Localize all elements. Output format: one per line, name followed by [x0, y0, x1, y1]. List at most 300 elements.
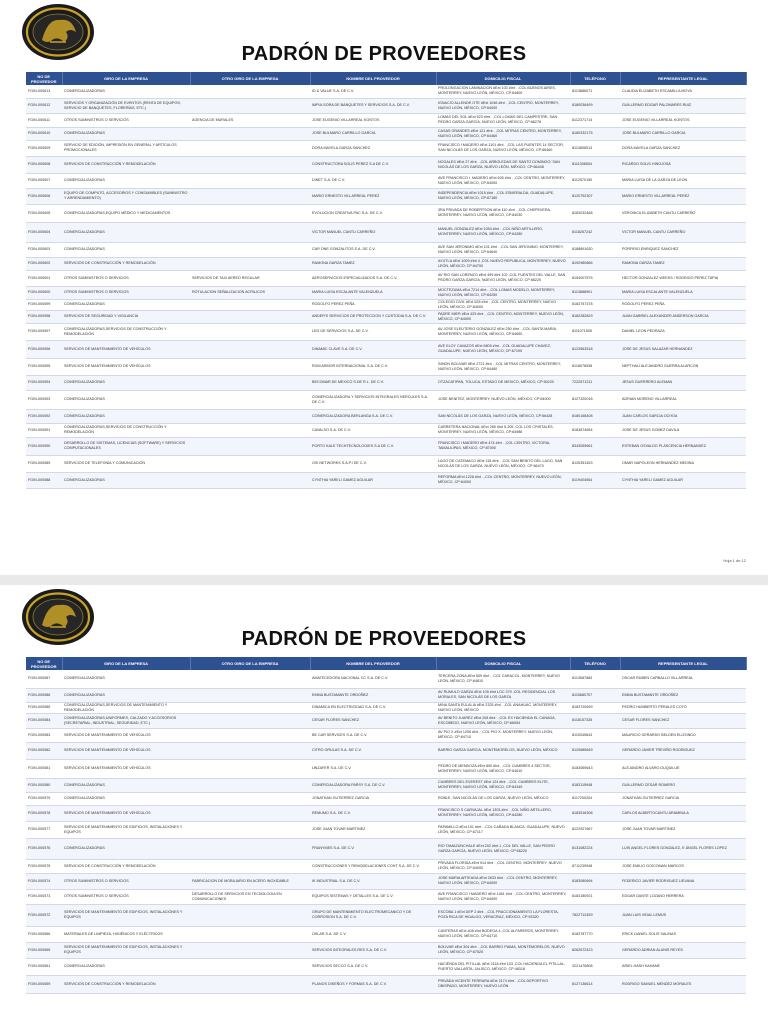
table-row — [26, 127, 746, 140]
cell-legal-representative: VERONICA ELIZABETH CANTU CARREÑO — [620, 204, 746, 222]
cell-fiscal-address: IGNACIO ALLENDE OTE #Ext 1046 #Int . ,COL CENTRO, MONTERREY, NUEVO LEÓN, MÉXICO, CP:64000 — [436, 98, 570, 113]
table-row — [26, 926, 746, 942]
cell-fiscal-address: SIMON BOLIVAR #Ext 2721 #Int . ,COL MITRAS CENTRO, MONTERREY, NUEVO LEÓN, MÉXICO, CP:64460 — [436, 358, 570, 375]
cell-provider-name: EVOLUCION CREATIVA PAC S.A. DE C.V. — [310, 204, 436, 222]
cell-business-line: COMERCIALIZADORAS — [62, 792, 190, 805]
cell-provider-number: FGIN-000584 — [26, 713, 62, 728]
table-row — [26, 423, 746, 437]
cell-provider-number: FGIN-000611 — [26, 113, 62, 127]
cell-fiscal-address: REFORMA #Ext 1228 #Int . ,COL CENTRO, MONTERREY, NUEVO LEÓN, MÉXICO, CP:64000 — [436, 472, 570, 488]
cell-legal-representative: GUILLERMO CESAR ROMERO — [620, 778, 746, 792]
cell-phone: 8111071505 — [570, 323, 620, 340]
cell-fiscal-address: HACIENDA DEL PITILLAL #Ext 2118 #Int 103 ,COL HACIENDA EL PITILLAL, PUERTO VALLARTA, JALISCO, MÉXICO, CP:48318 — [436, 958, 570, 975]
table-row — [26, 299, 746, 310]
cell-phone: 8127320018 — [570, 390, 620, 409]
cell-provider-name: JOSE JUAN TOVAR MARTINEZ — [310, 821, 436, 838]
cell-provider-name: ANDER'S SERVICIOS DE PROTECCION Y CUSTODIA S.A. DE C.V. — [310, 310, 436, 323]
cell-phone: 8115680707 — [570, 688, 620, 702]
cell-legal-representative: CARLOS ALBERTOCANTU ARAMBULA — [620, 805, 746, 821]
cell-phone: 8183115948 — [570, 778, 620, 792]
cell-fiscal-address: ESCOBA 1 #Ext DEP 2 #Int . ,COL FRACCIONAMIENTO LA FLORESTA, POZA RICA DE HIDALGO, VERACRUZ, MÉXICO, CP:93320 — [436, 904, 570, 926]
cell-provider-number: FGIN-000581 — [26, 759, 62, 778]
cell-business-line: SERVICIOS DE MANTENIMIENTO DE EDIFICIOS, INSTALACIONES Y EQUIPOS — [62, 904, 190, 926]
cell-provider-name: FRANYMES S.A. DE C.V. — [310, 838, 436, 859]
cell-fiscal-address: PRIVADA VICENTE FERRARA #Ext 2174 #Int . ,COL DEPORTIVO OBISPADO, MONTERREY, NUEVO LEÓN — [436, 975, 570, 993]
cell-business-line: SERVICIOS DE MANTENIMIENTO DE EDIFICIOS, INSTALACIONES Y EQUIPOS — [62, 821, 190, 838]
cell-phone: 8117200204 — [570, 792, 620, 805]
table-row — [26, 323, 746, 340]
cell-provider-number: FGIN-000575 — [26, 859, 62, 873]
cell-legal-representative: JOSE EUGENIO VILLARREAL KONTOS — [620, 113, 746, 127]
table-row — [26, 173, 746, 188]
column-header-provider-name: NOMBRE DEL PROVEEDOR — [310, 657, 436, 670]
cell-business-line: OTROS SUMINISTROS O SERVICIOS — [62, 286, 190, 299]
cell-fiscal-address: MOCTEZUMA #Ext 7214 #Int . ,COL LOMAS MODELO, MONTERREY, NUEVO LEÓN, MÉXICO, CP:64250 — [436, 286, 570, 299]
cell-other-business-line — [190, 472, 310, 488]
cell-provider-number: FGIN-000559 — [26, 975, 62, 993]
cell-phone: 8125351453 — [570, 455, 620, 472]
table-row — [26, 188, 746, 204]
cell-phone: 8180332175 — [570, 127, 620, 140]
cell-fiscal-address: BOLIVAR #Ext 304 #Int . ,COL BARRIO PIAMA, MONTEMORELOS, NUEVO LEÓN, MÉXICO, CP:67520 — [436, 942, 570, 958]
cell-phone: 8183080694 — [570, 873, 620, 889]
table-row — [26, 390, 746, 409]
table-row — [26, 204, 746, 222]
cell-legal-representative: HECTOR GONZALEZ WEEKS / RODRIGO PEREZ TAPIA — [620, 270, 746, 286]
column-header-provider-number: NO DE PROVEEDOR — [26, 72, 62, 85]
cell-other-business-line — [190, 702, 310, 713]
cell-fiscal-address: FRANCISCO S CARVAJAL #Ext 1303 #Int . ,COL NIÑO ARTILLERO, MONTERREY, NUEVO LEÓN, MÉXICO, CP:64280 — [436, 805, 570, 821]
cell-provider-number: FGIN-000604 — [26, 222, 62, 242]
column-header-other-business-line: OTRO GIRO DE LA EMPRESA — [190, 72, 310, 85]
cell-phone: 8183069643 — [570, 759, 620, 778]
cell-provider-name: AMATECEDORA NACIONAL CC S.A. DE C.V. — [310, 670, 436, 688]
cell-other-business-line — [190, 778, 310, 792]
cell-business-line: SERVICIOS DE CONSTRUCCIÓN Y REMODELACIÓN — [62, 975, 190, 993]
cell-fiscal-address: LAGO DE CATEMACO #Ext 115 #Int . ,COL SAN BENITO DEL LAGO, SAN NICOLÁS DE LOS GARZA, NUEVO LEÓN, MÉXICO, CP:66470 — [436, 455, 570, 472]
cell-business-line: COMERCIALIZADORAS,SERVICIOS DE CONSTRUCCIÓN Y REMODELACIÓN — [62, 323, 190, 340]
cell-business-line: SERVICIOS DE MANTENIMIENTO DE EDIFICIOS, INSTALACIONES Y EQUIPOS — [62, 942, 190, 958]
table-row — [26, 222, 746, 242]
table-header-row — [26, 72, 746, 85]
cell-fiscal-address: CASAS GRANDES #Ext 121 #Int . ,COL MITRAS CENTRO, MONTERREY, NUEVO LEÓN, MÉXICO, CP:64460 — [436, 127, 570, 140]
cell-other-business-line: AGENCIA DE MURALES — [190, 113, 310, 127]
cell-provider-number: FGIN-000578 — [26, 805, 62, 821]
table-row — [26, 113, 746, 127]
table-header-row — [26, 657, 746, 670]
cell-other-business-line — [190, 358, 310, 375]
cell-provider-number: FGIN-000597 — [26, 323, 62, 340]
cell-provider-number: FGIN-000585 — [26, 702, 62, 713]
cell-business-line: OTROS SUMINISTROS O SERVICIOS — [62, 873, 190, 889]
cell-business-line: COMERCIALIZADORAS,EQUIPO MÉDICO Y MEDICAMENTOS — [62, 204, 190, 222]
cell-phone: 8183757378 — [570, 299, 620, 310]
cell-business-line: COMERCIALIZADORAS,SERVICIOS DE CONSTRUCCIÓN Y REMODELACIÓN — [62, 423, 190, 437]
cell-business-line: COMERCIALIZADORAS — [62, 409, 190, 423]
column-header-provider-number: NO DE PROVEEDOR — [26, 657, 62, 670]
cell-fiscal-address: PEDRO DE MENDOZA #Ext 800 #Int . ,COL CUMBRES 4 SECTOR, MONTERREY, NUEVO LEÓN, MÉXICO, CP:64610 — [436, 759, 570, 778]
cell-business-line: COMERCIALIZADORAS — [62, 778, 190, 792]
cell-provider-name: SERVICIOS INTEGRALES RES S.A. DE C.V. — [310, 942, 436, 958]
cell-other-business-line — [190, 423, 310, 437]
cell-legal-representative: ALEJANDRO ALVARO DUQUILUE — [620, 759, 746, 778]
cell-other-business-line — [190, 140, 310, 156]
cell-provider-name: VICTOR MANUEL CANTU CARREÑO — [310, 222, 436, 242]
cell-business-line: COMERCIALIZADORAS — [62, 472, 190, 488]
cell-business-line: OTROS SUMINISTROS O SERVICIOS — [62, 889, 190, 904]
cell-business-line: COMERCIALIZADORAS — [62, 173, 190, 188]
cell-provider-name: SERVICIOS SECCO S.A. DE C.V. — [310, 958, 436, 975]
cell-fiscal-address: NOGALES #Ext 27 #Int . ,COL ARBOLEDAS DE SANTO DOMINGO, SAN NICOLÁS DE LOS GARZA, NUEVO LEÓN, MÉXICO, CP:66448 — [436, 156, 570, 173]
cell-phone: 8183787770 — [570, 926, 620, 942]
cell-phone: 8711239948 — [570, 859, 620, 873]
cell-other-business-line — [190, 904, 310, 926]
table-row — [26, 472, 746, 488]
cell-legal-representative: MAURICIO GERARDO BELDEN ELIZONDO — [620, 728, 746, 742]
table-row — [26, 713, 746, 728]
cell-legal-representative: PORFIRIO ENRIQUEZ SANCHEZ — [620, 242, 746, 257]
table-row — [26, 286, 746, 299]
cell-other-business-line — [190, 821, 310, 838]
cell-legal-representative: RICARDO SOLIS HINOJOSA — [620, 156, 746, 173]
cell-other-business-line — [190, 942, 310, 958]
table-row — [26, 98, 746, 113]
cell-provider-number: FGIN-000588 — [26, 472, 62, 488]
cell-fiscal-address: PRIVADA FLORIDA #Ext 914 #Int . ,COL CENTRO, MONTERREY, NUEVO LEÓN, MÉXICO, CP:64000 — [436, 859, 570, 873]
table-row — [26, 759, 746, 778]
cell-phone: 8112570150 — [570, 173, 620, 188]
cell-fiscal-address: LOMAS DEL SOL #Ext 523 #Int . ,COL LOMAS DEL CAMPESTRE, SAN PEDRO GARZA GARCÍA, NUEVO LEÓN, MÉXICO, CP:66278 — [436, 113, 570, 127]
cell-business-line: SERVICIOS DE MANTENIMIENTO DE VEHÍCULOS — [62, 742, 190, 759]
table-row — [26, 242, 746, 257]
cell-phone: 8115345643 — [570, 728, 620, 742]
table-row — [26, 270, 746, 286]
cell-fiscal-address: PAPAMILLO #Ext 101 #Int . ,COL CAÑADA BLANCA, GUADALUPE, NUEVO LEÓN, MÉXICO, CP:67117 — [436, 821, 570, 838]
cell-legal-representative: GERARDO JAVIER TREVIÑO RODRIGUEZ — [620, 742, 746, 759]
cell-fiscal-address: AVE FRANCISCO I. MADERO #Ext 626 #Int . ,COL CENTRO, MONTERREY, NUEVO LEÓN, MÉXICO, CP:64000 — [436, 173, 570, 188]
cell-other-business-line — [190, 242, 310, 257]
cell-phone: 8343059661 — [570, 437, 620, 455]
column-header-provider-name: NOMBRE DEL PROVEEDOR — [310, 72, 436, 85]
cell-other-business-line — [190, 98, 310, 113]
cell-legal-representative: ADRIAN MORENO VILLARREAL — [620, 390, 746, 409]
cell-provider-number: FGIN-000589 — [26, 455, 62, 472]
column-header-legal-representative: REPRESENTANTE LEGAL — [620, 72, 746, 85]
table-row — [26, 688, 746, 702]
cell-legal-representative: FEDERICO JAVIER RODRIGUEZ LIEVANA — [620, 873, 746, 889]
cell-provider-number: FGIN-000591 — [26, 423, 62, 437]
table-row — [26, 409, 746, 423]
cell-legal-representative: JOSE BULMARO CARRILLO GARCIA — [620, 127, 746, 140]
cell-business-line: COMERCIALIZADORAS — [62, 222, 190, 242]
cell-other-business-line — [190, 222, 310, 242]
cell-fiscal-address: MINA SANTA EULALIA #Ext 2325 #Int . ,COL ANAHUAC, MONTERREY, NUEVO LEÓN, MÉXICO — [436, 702, 570, 713]
cell-provider-number: FGIN-000577 — [26, 821, 62, 838]
cell-legal-representative: DORA MAYELA GARZA SANCHEZ — [620, 140, 746, 156]
cell-business-line: COMERCIALIZADORAS,UNIFORMES, CALZADO Y ACCESORIOS (SECRETARIAL, INDUSTRIAL, SEGURIDAD, ETC.) — [62, 713, 190, 728]
cell-provider-number: FGIN-000587 — [26, 670, 62, 688]
table-row — [26, 85, 746, 98]
cell-provider-number: FGIN-000613 — [26, 85, 62, 98]
cell-provider-name: UNZAFER S.A. DE C.V. — [310, 759, 436, 778]
cell-legal-representative: MARIO ERNESTO VILLARREAL PEREZ — [620, 188, 746, 204]
column-header-phone: TELÉFONO — [570, 72, 620, 85]
cell-provider-name: CAR ONE GONZALITOS S.A. DE C.V. — [310, 242, 436, 257]
cell-other-business-line — [190, 859, 310, 873]
cell-fiscal-address: OTZACATIPAN, TOLUCA, ESTADO DE MEXICO, MÉXICO, CP:50220 — [436, 375, 570, 390]
cell-fiscal-address: PADRE MIER #Ext 425 #Int . ,COL CENTRO, MONTERREY, NUEVO LEÓN, MÉXICO, CP:64000 — [436, 310, 570, 323]
cell-phone: 8119404564 — [570, 472, 620, 488]
cell-other-business-line — [190, 742, 310, 759]
cell-other-business-line — [190, 127, 310, 140]
column-header-fiscal-address: DOMICILIO FISCAL — [436, 657, 570, 670]
cell-legal-representative: RAMONA GARZA TAMEZ — [620, 257, 746, 270]
cell-provider-name: COMERCIALIZADORA BERLANGA S.A. DE C.V. — [310, 409, 436, 423]
cell-provider-number: FGIN-000605 — [26, 204, 62, 222]
cell-legal-representative: GUILLERMO EDGAR PALOMARES RUIZ — [620, 98, 746, 113]
cell-phone: 8182282829 — [570, 310, 620, 323]
cell-business-line: SERVICIOS DE CONSTRUCCIÓN Y REMODELACIÓN — [62, 156, 190, 173]
cell-other-business-line — [190, 728, 310, 742]
document-title: PADRÓN DE PROVEEDORES — [241, 628, 527, 650]
cell-business-line: SERVICIO DE EDICIÓN, IMPRESIÓN EN GENERAL Y ARTÍCULOS PROMOCIONALES — [62, 140, 190, 156]
cell-business-line: COMERCIALIZADORAS — [62, 242, 190, 257]
cell-business-line: COMERCIALIZADORAS — [62, 127, 190, 140]
cell-other-business-line — [190, 437, 310, 455]
cell-phone: 7222571211 — [570, 375, 620, 390]
table-row — [26, 455, 746, 472]
cell-business-line: SERVICIOS DE MANTENIMIENTO DE VEHÍCULOS — [62, 358, 190, 375]
cell-other-business-line — [190, 958, 310, 975]
cell-phone: 8183874654 — [570, 423, 620, 437]
cell-provider-name: OKLAR S.A. DE C.V. — [310, 926, 436, 942]
cell-business-line: COMERCIALIZADORAS,SERVICIOS DE MANTENIMIENTO Y REMODELACIÓN — [62, 702, 190, 713]
cell-other-business-line: ROTULACION SEÑALIZACION ACRILICOS — [190, 286, 310, 299]
cell-provider-name: IMPULSORA DE BANQUETES Y SERVICIOS S.A. DE C.V. — [310, 98, 436, 113]
cell-business-line: DESARROLLO DE SISTEMAS, LICENCIAS (SOFTWARE) Y SERVICIOS COMPUTACIONALES — [62, 437, 190, 455]
table-row — [26, 340, 746, 358]
table-row — [26, 975, 746, 993]
cell-other-business-line — [190, 323, 310, 340]
cell-business-line: MATERIALES DE LIMPIEZA, HIGIÉNICOS Y ELÉCTRICOS — [62, 926, 190, 942]
cell-fiscal-address: FRANCISCO I MADERO #Ext 1101 #Int . ,COL LAS PUENTES 14 SECTOR, SAN NICOLÁS DE LOS GARZA, NUEVO LEÓN, MÉXICO, CP:66460 — [436, 140, 570, 156]
cell-business-line: COMERCIALIZADORAS — [62, 688, 190, 702]
table-row — [26, 859, 746, 873]
cell-business-line: SERVICIOS DE TELEFONÍA Y COMUNICACIÓN — [62, 455, 190, 472]
column-header-fiscal-address: DOMICILIO FISCAL — [436, 72, 570, 85]
cell-provider-number: FGIN-000579 — [26, 792, 62, 805]
cell-other-business-line — [190, 257, 310, 270]
cell-business-line: SERVICIOS DE SEGURIDAD Y VIGILANCIA — [62, 310, 190, 323]
cell-fiscal-address: AV BENITO JUAREZ #Ext 208 #Int . ,COL EX HACIENDA EL CANADA, ESCOBEDO, NUEVO LEÓN, MÉXICO, CP:66054 — [436, 713, 570, 728]
cell-legal-representative: CLAUDIA ELIZABETH ESCAMILLA MOYA — [620, 85, 746, 98]
cell-fiscal-address: FRANCISCO I MADERO #Ext 474 #Int . ,COL CENTRO, VICTORIA, TAMAULIPAS, MÉXICO, CP:87000 — [436, 437, 570, 455]
cell-provider-name: BECOMAR DE MEXICO S.DE R.L. DE C.V. — [310, 375, 436, 390]
cell-other-business-line: DESARROLLO DE SERVICIOS EN TECNOLOGIA EN COMUNICACIONES — [190, 889, 310, 904]
cell-legal-representative: JUAN GABRIEL ALEXANDER ANDERSON GARCIA — [620, 310, 746, 323]
cell-other-business-line — [190, 375, 310, 390]
cell-phone: 8118076538 — [570, 358, 620, 375]
cell-other-business-line — [190, 85, 310, 98]
cell-fiscal-address: INDEPENDENCIA #Ext 1015 #Int . ,COL ESMERALDA, GUADALUPE, NUEVO LEÓN, MÉXICO, CP:67180 — [436, 188, 570, 204]
cell-provider-name: ID & VALUE S.A. DE C.V. — [310, 85, 436, 98]
cell-fiscal-address: PROLONGACION LAMINACION #Ext 103 #Int . ,COL BUENOS AIRES, MONTERREY, NUEVO LEÓN, MÉXICO, CP:64800 — [436, 85, 570, 98]
cell-phone: 8111306504 — [570, 156, 620, 173]
cell-phone: 8183180921 — [570, 889, 620, 904]
cell-provider-number: FGIN-000598 — [26, 310, 62, 323]
cell-phone: 8262672423 — [570, 942, 620, 958]
table-row — [26, 778, 746, 792]
table-row — [26, 821, 746, 838]
cell-provider-name: IK INDUSTRIAL S.A. DE C.V. — [310, 873, 436, 889]
column-header-other-business-line: OTRO GIRO DE LA EMPRESA — [190, 657, 310, 670]
cell-other-business-line — [190, 838, 310, 859]
cell-provider-name: CITRO GRULAS S.A. DE C.V. — [310, 742, 436, 759]
cell-business-line: SERVICIOS DE MANTENIMIENTO DE VEHÍCULOS — [62, 759, 190, 778]
cell-provider-number: FGIN-000590 — [26, 437, 62, 455]
cell-business-line: OTROS SUMINISTROS O SERVICIOS — [62, 270, 190, 286]
cell-provider-name: RGM ARMOR INTERNACIONAL S.A. DE C.V. — [310, 358, 436, 375]
cell-phone: 8131082224 — [570, 838, 620, 859]
cell-other-business-line: FABRICACION DE MOBILIARIO EN ACERO INOXIDABLE — [190, 873, 310, 889]
cell-provider-name: COMERCIALIZADORA PARSY S.A. DE C.V. — [310, 778, 436, 792]
cell-other-business-line — [190, 340, 310, 358]
cell-phone: 3221476808 — [570, 958, 620, 975]
cell-provider-number: FGIN-000573 — [26, 889, 62, 904]
cell-fiscal-address: AV RIO SAN LORENZO #Ext 499 #Int 102 ,COL FUENTES DEL VALLE, SAN PEDRO GARZA GARCÍA, NUEVO LEÓN, MÉXICO, CP:66220 — [436, 270, 570, 286]
cell-phone: 8183516308 — [570, 805, 620, 821]
cell-legal-representative: DANIEL LEON PEDRAZA — [620, 323, 746, 340]
cell-business-line: COMERCIALIZADORAS — [62, 299, 190, 310]
cell-fiscal-address: AYUTLA #Ext 1009 #Int 4 ,COL NUEVO REPUBLICA, MONTERREY, NUEVO LEÓN, MÉXICO, CP:64700 — [436, 257, 570, 270]
cell-fiscal-address: AV RUMULO GARZA #Ext 105 #Int LOC 379 ,COL RESIDENCIAL LOS MORALES, SAN NICOLÁS DE LOS GARZA — [436, 688, 570, 702]
cell-legal-representative: CYNTHIA YARELI GAMEZ AGUILAR — [620, 472, 746, 488]
cell-business-line: EQUIPO DE COMPUTO, ACCESORIOS Y CONSUMIBLES (SUMINISTRO Y ARRENDAMIENTO) — [62, 188, 190, 204]
cell-phone: 8154007575 — [570, 270, 620, 286]
cell-provider-name: CONSTRUCCIONES Y REMODELACIONES COHT S.A. DE C.V. — [310, 859, 436, 873]
document-page-2 — [0, 585, 768, 1024]
cell-other-business-line — [190, 299, 310, 310]
cell-provider-name: GRUPO DE MANTENIMIENTO ELECTROMECANICO Y DE CORROSION S.A. DE C.V. — [310, 904, 436, 926]
cell-provider-number: FGIN-000586 — [26, 688, 62, 702]
cell-provider-name: CAVALSO S.A. DE C.V. — [310, 423, 436, 437]
cell-provider-number: FGIN-000600 — [26, 286, 62, 299]
cell-other-business-line — [190, 409, 310, 423]
cell-legal-representative: ESTEBAN OSVALDO PLASCENCIA HERNANDEZ — [620, 437, 746, 455]
cell-business-line: OTROS SUMINISTROS O SERVICIOS — [62, 113, 190, 127]
cell-provider-number: FGIN-000572 — [26, 904, 62, 926]
cell-provider-number: FGIN-000599 — [26, 299, 62, 310]
cell-business-line: SERVICIOS Y ORGANIZACIÓN DE EVENTOS (RENTA DE EQUIPOS, SERVICIO DE BANQUETES, FLORERÍAS, ETC.) — [62, 98, 190, 113]
providers-table — [26, 657, 747, 994]
cell-provider-name: JOSE BULMARO CARRILLO GARCIA — [310, 127, 436, 140]
page-counter: Hoja 1 de 12 — [723, 558, 746, 563]
cell-provider-name: JONATHAN GUTIERREZ GARCIA — [310, 792, 436, 805]
table-row — [26, 437, 746, 455]
table-row — [26, 670, 746, 688]
cell-phone: 8180036499 — [570, 98, 620, 113]
cell-fiscal-address: COLEGIO CIVIL #Ext 528 #Int . ,COL CENTRO, MONTERREY, NUEVO LEÓN, MÉXICO, CP:64000 — [436, 299, 570, 310]
column-header-business-line: GIRO DE LA EMPRESA — [62, 72, 190, 85]
cell-business-line: COMERCIALIZADORAS — [62, 390, 190, 409]
cell-legal-representative: JOSE EMILIO GOICOMAN MARCOS — [620, 859, 746, 873]
table-row — [26, 702, 746, 713]
cell-legal-representative: JUAN LUIS VIDAL LEMUS — [620, 904, 746, 926]
cell-provider-name: EMMA BUSTAMANTE ORDOÑEZ — [310, 688, 436, 702]
cell-legal-representative: JOSE DE JESUS GOMEZ DAVILA — [620, 423, 746, 437]
cell-business-line: SERVICIOS DE MANTENIMIENTO DE VEHÍCULOS — [62, 340, 190, 358]
cell-phone: 8113587884 — [570, 670, 620, 688]
table-row — [26, 805, 746, 821]
cell-phone: 8183720699 — [570, 702, 620, 713]
cell-fiscal-address: AVE SAN JERONIMO #Ext 101 #Int . ,COL SAN JERONIMO, MONTERREY, NUEVO LEÓN, MÉXICO, CP:64640 — [436, 242, 570, 257]
cell-provider-number: FGIN-000574 — [26, 873, 62, 889]
cell-fiscal-address: TERCERA ZONA #Ext 509 #Int . ,COL CARACOL, MONTERREY, NUEVO LEÓN, MÉXICO, CP:64810 — [436, 670, 570, 688]
cell-business-line: SERVICIOS DE MANTENIMIENTO DE VEHÍCULOS — [62, 805, 190, 821]
cell-phone: 8188891630 — [570, 242, 620, 257]
cell-provider-number: FGIN-000593 — [26, 390, 62, 409]
column-header-phone: TELÉFONO — [570, 657, 620, 670]
cell-other-business-line — [190, 455, 310, 472]
cell-phone: 8122927667 — [570, 821, 620, 838]
cell-other-business-line — [190, 792, 310, 805]
cell-provider-name: DORA MAYELA GARZA SANCHEZ — [310, 140, 436, 156]
cell-provider-number: FGIN-000607 — [26, 173, 62, 188]
cell-fiscal-address: BARRIO GARZA GARCIA, MONTEMORELOS, NUEVO LEÓN, MÉXICO — [436, 742, 570, 759]
cell-business-line: SERVICIOS DE MANTENIMIENTO DE VEHÍCULOS — [62, 728, 190, 742]
cell-business-line: COMERCIALIZADORAS — [62, 85, 190, 98]
cell-legal-representative: RODRIGO SAMUEL MENDEZ MORALES — [620, 975, 746, 993]
cell-provider-name: RAMONA GARZA TAMEZ — [310, 257, 436, 270]
cell-provider-name: EQUIPOS SISTEMAS Y DETALLES S.A. DE C.V. — [310, 889, 436, 904]
cell-fiscal-address: CUMBRES DEL EVEREST #Ext 124 #Int . ,COL CUMBRES ELITE, MONTERREY, NUEVO LEÓN, MÉXICO, CP:64349 — [436, 778, 570, 792]
cell-provider-number: FGIN-000608 — [26, 156, 62, 173]
cell-provider-name: AEROSERVICIOS ESPECIALIZADOS S.A. DE C.V. — [310, 270, 436, 286]
cell-fiscal-address: ROBLE, SAN NICOLÁS DE LOS GARZA, NUEVO LEÓN, MÉXICO — [436, 792, 570, 805]
cell-phone: 8127136614 — [570, 975, 620, 993]
cell-other-business-line — [190, 310, 310, 323]
cell-provider-number: FGIN-000561 — [26, 958, 62, 975]
cell-phone: 7822712459 — [570, 904, 620, 926]
cell-other-business-line — [190, 688, 310, 702]
cell-provider-name: BE CAR SERVICES S.A. DE C.V. — [310, 728, 436, 742]
cell-provider-name: MARIA LUISA ESCALANTE VALENZUELA — [310, 286, 436, 299]
cell-provider-name: CYNTHIA YARELI GAMEZ AGUILAR — [310, 472, 436, 488]
cell-provider-name: CESAR FLORES SANCHEZ — [310, 713, 436, 728]
cell-provider-name: PORTO KALE TECHTECNOLOGIES S.A DE C.V. — [310, 437, 436, 455]
cell-fiscal-address: CARRETERA NACIONAL #Ext 265 #Int 5-205 ,COL LOS CRISTALES, MONTERREY, NUEVO LEÓN, MÉXICO, CP:64986 — [436, 423, 570, 437]
cell-other-business-line — [190, 173, 310, 188]
cell-other-business-line — [190, 204, 310, 222]
cell-provider-number: FGIN-000612 — [26, 98, 62, 113]
table-row — [26, 310, 746, 323]
column-header-legal-representative: REPRESENTANTE LEGAL — [620, 657, 746, 670]
cell-legal-representative: JOSE JUAN TOVAR MARTINEZ — [620, 821, 746, 838]
cell-fiscal-address: JOSE BENITEZ, MONTERREY, NUEVO LEÓN, MÉXICO, CP:64000 — [436, 390, 570, 409]
cell-phone: 8183032468 — [570, 204, 620, 222]
cell-provider-number: FGIN-000603 — [26, 242, 62, 257]
providers-table — [26, 72, 747, 489]
cell-business-line: SERVICIOS DE CONSTRUCCIÓN Y REMODELACIÓN — [62, 257, 190, 270]
cell-provider-name: PLANOS DISEÑOS Y FORMAS S.A. DE C.V. — [310, 975, 436, 993]
cell-fiscal-address: AV PIO X #Ext 1206 #Int . ,COL PIO X, MONTERREY, NUEVO LEÓN, MÉXICO, CP:64710 — [436, 728, 570, 742]
cell-legal-representative: GERARDO ADRIAN ALANIS REYES — [620, 942, 746, 958]
cell-fiscal-address: AVE FRANCISCO I MADERO #Ext 1461 #Int . ,COL CENTRO, MONTERREY, NUEVO LEÓN, MÉXICO, CP:64000 — [436, 889, 570, 904]
cell-legal-representative: OMAR NAPOLEON HERNANDEZ MEDINA — [620, 455, 746, 472]
cell-provider-number: FGIN-000576 — [26, 838, 62, 859]
table-row — [26, 889, 746, 904]
table-row — [26, 958, 746, 975]
